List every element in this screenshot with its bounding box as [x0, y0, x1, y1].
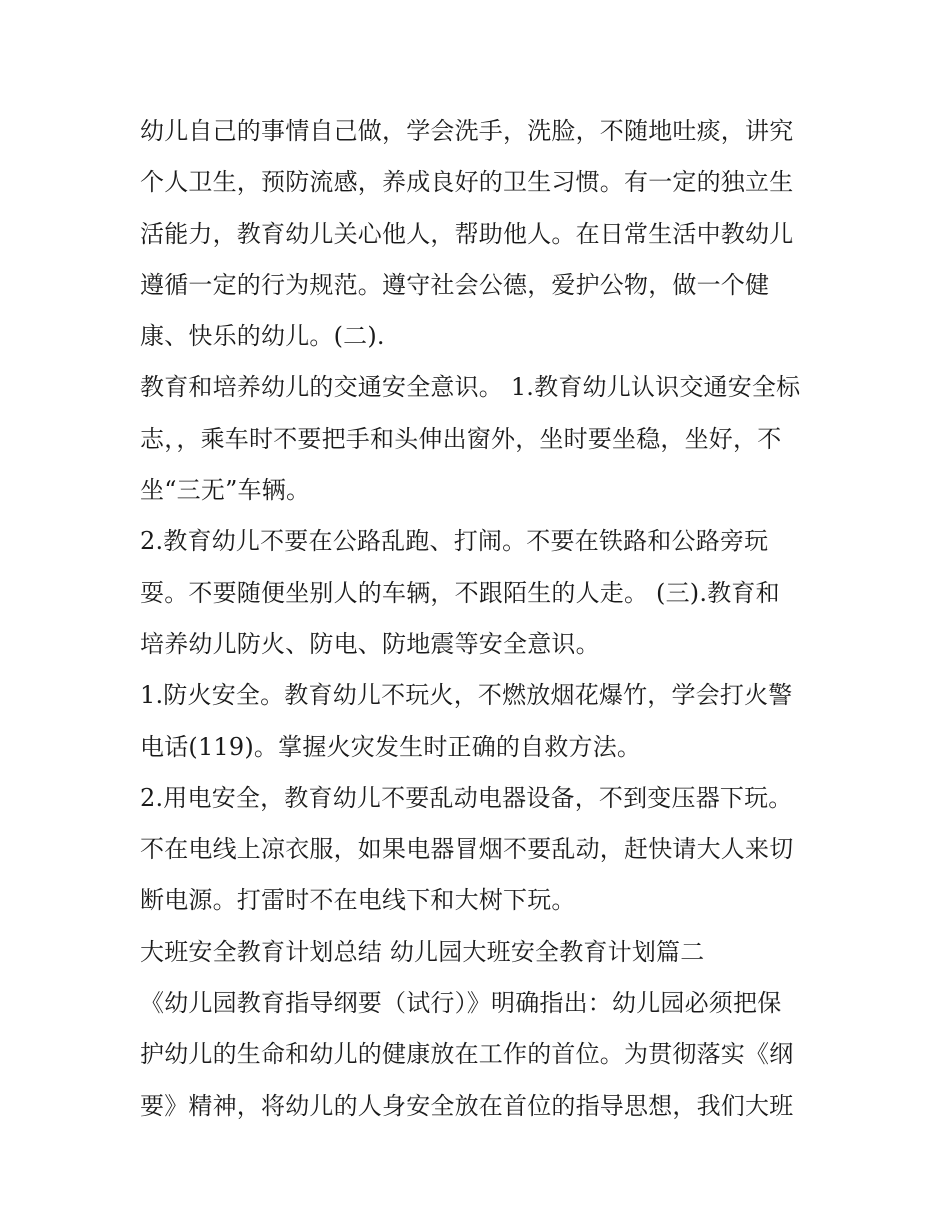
text-line: 电话(119)。掌握火灾发生时正确的自救方法。	[140, 732, 642, 761]
text-line: 个人卫生，预防流感，养成良好的卫生习惯。有一定的独立生	[140, 168, 794, 197]
text-line: 不在电线上凉衣服，如果电器冒烟不要乱动，赶快请大人来切	[140, 835, 794, 864]
text-line: 2.用电安全，教育幼儿不要乱动电器设备，不到变压器下玩。	[140, 783, 793, 812]
text-line: 断电源。打雷时不在电线下和大树下玩。	[140, 886, 576, 915]
text-line: 护幼儿的生命和幼儿的健康放在工作的首位。为贯彻落实《纲	[140, 1040, 794, 1069]
text-line: 1.防火安全。教育幼儿不玩火，不燃放烟花爆竹，学会打火警	[140, 681, 793, 710]
document-body	[140, 106, 820, 1132]
text-line: 遵循一定的行为规范。遵守社会公德，爱护公物，做一个健	[140, 270, 770, 299]
text-line: 培养幼儿防火、防电、防地震等安全意识。	[140, 629, 600, 658]
text-line: 志，，乘车时不要把手和头伸出窗外，坐时要坐稳，坐好，不	[140, 424, 782, 453]
text-line: 坐“三无”车辆。	[140, 476, 311, 505]
section-heading: 大班安全教育计划总结 幼儿园大班安全教育计划篇二	[140, 937, 705, 966]
text-line: 活能力，教育幼儿关心他人，帮助他人。在日常生活中教幼儿	[140, 219, 794, 248]
text-line: 要》精神，将幼儿的人身安全放在首位的指导思想，我们大班	[140, 1091, 794, 1120]
text-line: 教育和培养幼儿的交通安全意识。 1.教育幼儿认识交通安全标	[140, 373, 801, 402]
text-line: 《幼儿园教育指导纲要（试行）》明确指出：幼儿园必须把保	[140, 989, 782, 1018]
text-line: 耍。不要随便坐别人的车辆，不跟陌生的人走。 (三).教育和	[140, 578, 780, 607]
text-line: 幼儿自己的事情自己做，学会洗手，洗脸，不随地吐痰，讲究	[140, 117, 794, 145]
text-line: 2.教育幼儿不要在公路乱跑、打闹。不要在铁路和公路旁玩	[140, 527, 769, 556]
text-line: 康、快乐的幼儿。(二).	[140, 322, 385, 351]
